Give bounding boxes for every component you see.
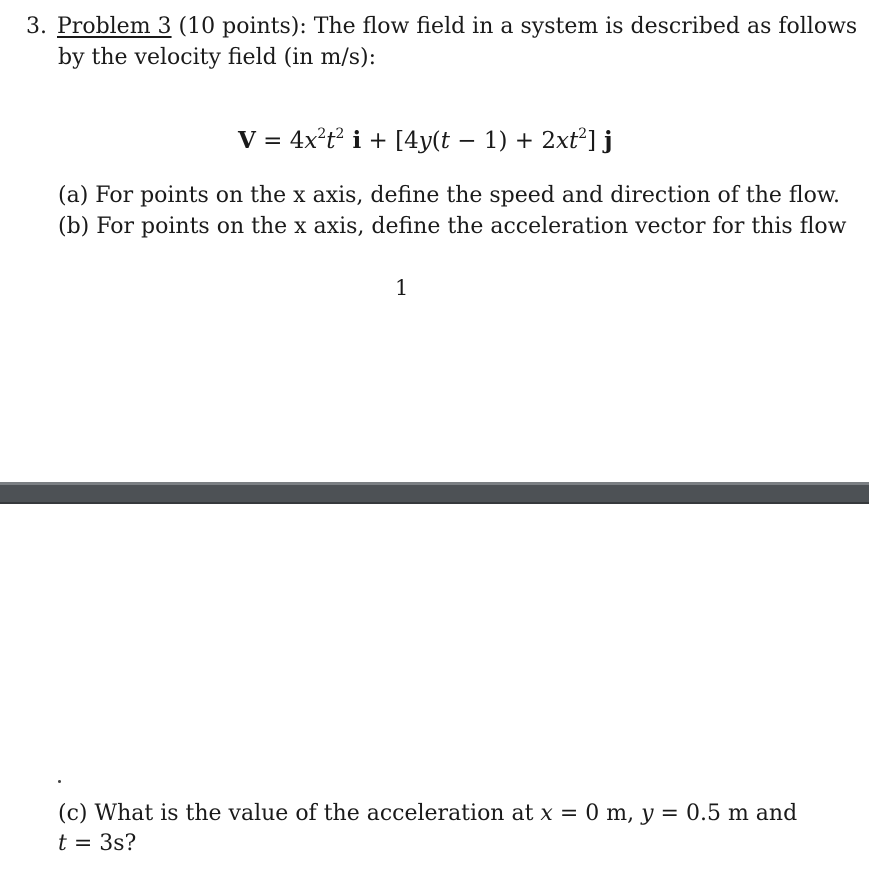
problem-statement-line-2: by the velocity field (in m/s): [58,45,377,70]
var-t: t [440,128,450,154]
unit-vector-j: j [596,127,613,154]
var-t: t [326,128,336,154]
var-x: x [304,128,318,154]
question-part-a: (a) For points on the x axis, define the speed and direction of the flow. [58,183,841,208]
problem-intro-text: (10 points): The flow field in a system is described as follows [171,14,858,39]
part-c-text: = 3s? [66,831,137,856]
problem-statement-line-1 [26,12,857,42]
stray-dot-mark [58,780,61,783]
var-t: t [58,831,67,856]
page-separator [0,482,869,504]
eq-part: + [4 [361,128,419,154]
var-t: t [568,128,579,154]
part-c-text: = 0 m, [552,801,642,826]
eq-part: ] [587,128,597,154]
velocity-field-equation [238,124,612,158]
question-part-b: (b) For points on the x axis, define the acceleration vector for this flow [58,214,847,239]
problem-title: Problem 3 [57,14,172,39]
unit-vector-i: i [344,127,362,154]
eq-part: − 1) + 2 [449,128,556,154]
var-y: y [641,801,654,826]
problem-number: 3. [26,14,47,39]
exponent: 2 [335,126,345,142]
var-y: y [418,128,432,154]
exponent: 2 [317,126,327,142]
velocity-vector-symbol: V [238,127,256,154]
part-c-text: = 0.5 m and [653,801,798,826]
eq-part: = 4 [255,128,305,154]
question-part-c-line-1 [58,799,797,829]
eq-part: ( [431,128,441,154]
var-x: x [555,128,569,154]
page-number: 1 [395,276,409,300]
exponent: 2 [578,126,588,142]
var-x: x [540,801,553,826]
question-part-c-line-2 [58,829,136,859]
part-c-text: (c) What is the value of the acceleration at [58,801,541,826]
